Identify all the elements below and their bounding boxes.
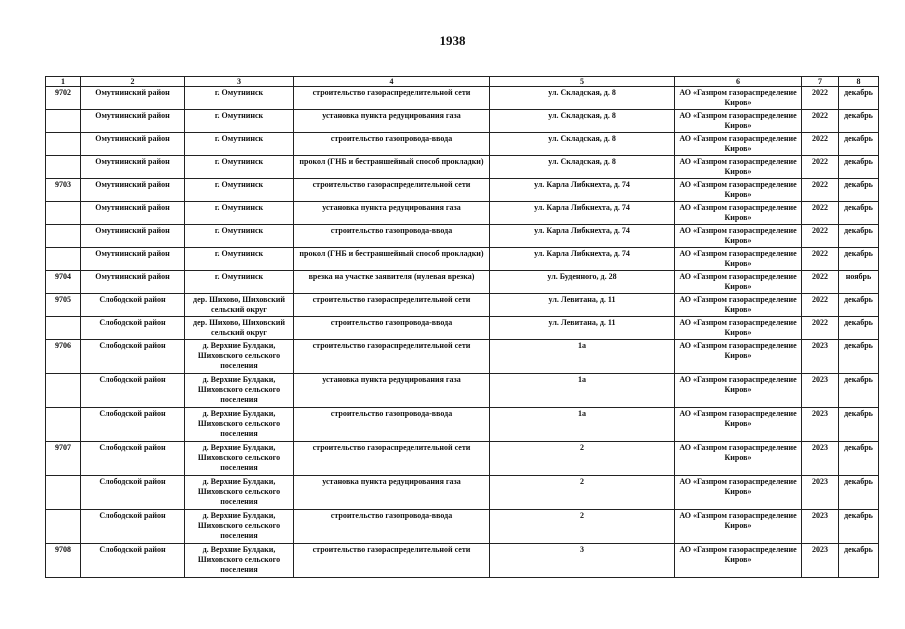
settlement-cell: дер. Шихово, Шиховский сельский округ: [185, 294, 294, 317]
row-number: 9707: [46, 442, 81, 476]
organization-cell: АО «Газпром газораспределение Киров»: [675, 179, 802, 202]
table-row: [46, 248, 879, 271]
district-cell: Омутнинский район: [81, 133, 185, 156]
month-cell: декабрь: [839, 408, 879, 442]
year-cell: 2022: [802, 225, 839, 248]
district-cell: Слободской район: [81, 408, 185, 442]
organization-cell: АО «Газпром газораспределение Киров»: [675, 156, 802, 179]
month-cell: декабрь: [839, 225, 879, 248]
month-cell: декабрь: [839, 510, 879, 544]
column-header: 3: [185, 77, 294, 87]
year-cell: 2022: [802, 294, 839, 317]
work-type-cell: строительство газораспределительной сети: [294, 340, 490, 374]
row-number: [46, 225, 81, 248]
year-cell: 2022: [802, 179, 839, 202]
district-cell: Омутнинский район: [81, 110, 185, 133]
table-row: [46, 317, 879, 340]
table-row: [46, 202, 879, 225]
district-cell: Слободской район: [81, 510, 185, 544]
address-cell: ул. Левитана, д. 11: [490, 317, 675, 340]
settlement-cell: г. Омутнинск: [185, 179, 294, 202]
row-number: [46, 317, 81, 340]
row-number: [46, 248, 81, 271]
column-header: 5: [490, 77, 675, 87]
district-cell: Слободской район: [81, 476, 185, 510]
month-cell: декабрь: [839, 374, 879, 408]
work-type-cell: установка пункта редуцирования газа: [294, 374, 490, 408]
table-row: [46, 408, 879, 442]
table-row: [46, 294, 879, 317]
month-cell: декабрь: [839, 156, 879, 179]
address-cell: 2: [490, 510, 675, 544]
row-number: [46, 374, 81, 408]
row-number: 9704: [46, 271, 81, 294]
organization-cell: АО «Газпром газораспределение Киров»: [675, 133, 802, 156]
column-header: 2: [81, 77, 185, 87]
work-type-cell: строительство газопровода-ввода: [294, 225, 490, 248]
year-cell: 2022: [802, 202, 839, 225]
district-cell: Омутнинский район: [81, 87, 185, 110]
row-number: [46, 476, 81, 510]
row-number: 9708: [46, 544, 81, 578]
month-cell: декабрь: [839, 340, 879, 374]
district-cell: Слободской район: [81, 544, 185, 578]
organization-cell: АО «Газпром газораспределение Киров»: [675, 374, 802, 408]
organization-cell: АО «Газпром газораспределение Киров»: [675, 317, 802, 340]
year-cell: 2023: [802, 510, 839, 544]
month-cell: декабрь: [839, 317, 879, 340]
settlement-cell: д. Верхние Булдаки, Шиховского сельского поселения: [185, 510, 294, 544]
settlement-cell: г. Омутнинск: [185, 133, 294, 156]
organization-cell: АО «Газпром газораспределение Киров»: [675, 248, 802, 271]
address-cell: 3: [490, 544, 675, 578]
address-cell: 1а: [490, 340, 675, 374]
district-cell: Омутнинский район: [81, 156, 185, 179]
district-cell: Омутнинский район: [81, 248, 185, 271]
year-cell: 2023: [802, 408, 839, 442]
work-type-cell: установка пункта редуцирования газа: [294, 202, 490, 225]
table-row: [46, 544, 879, 578]
address-cell: ул. Складская, д. 8: [490, 87, 675, 110]
organization-cell: АО «Газпром газораспределение Киров»: [675, 294, 802, 317]
district-cell: Слободской район: [81, 374, 185, 408]
settlement-cell: г. Омутнинск: [185, 87, 294, 110]
district-cell: Слободской район: [81, 340, 185, 374]
organization-cell: АО «Газпром газораспределение Киров»: [675, 510, 802, 544]
work-type-cell: строительство газораспределительной сети: [294, 294, 490, 317]
year-cell: 2022: [802, 271, 839, 294]
year-cell: 2022: [802, 110, 839, 133]
page-number: 1938: [439, 33, 466, 48]
row-number: [46, 408, 81, 442]
year-cell: 2023: [802, 374, 839, 408]
month-cell: декабрь: [839, 133, 879, 156]
table-row: [46, 179, 879, 202]
work-type-cell: прокол (ГНБ и бестраншейный способ прокладки): [294, 248, 490, 271]
settlement-cell: дер. Шихово, Шиховский сельский округ: [185, 317, 294, 340]
month-cell: декабрь: [839, 248, 879, 271]
district-cell: Омутнинский район: [81, 179, 185, 202]
column-header: 6: [675, 77, 802, 87]
year-cell: 2023: [802, 544, 839, 578]
year-cell: 2022: [802, 87, 839, 110]
address-cell: ул. Складская, д. 8: [490, 156, 675, 179]
row-number: [46, 202, 81, 225]
month-cell: декабрь: [839, 294, 879, 317]
district-cell: Слободской район: [81, 294, 185, 317]
district-cell: Слободской район: [81, 442, 185, 476]
settlement-cell: г. Омутнинск: [185, 225, 294, 248]
settlement-cell: г. Омутнинск: [185, 156, 294, 179]
work-type-cell: строительство газораспределительной сети: [294, 544, 490, 578]
organization-cell: АО «Газпром газораспределение Киров»: [675, 110, 802, 133]
year-cell: 2022: [802, 156, 839, 179]
work-type-cell: строительство газопровода-ввода: [294, 408, 490, 442]
address-cell: ул. Карла Либкнехта, д. 74: [490, 202, 675, 225]
address-cell: 1а: [490, 408, 675, 442]
address-cell: 2: [490, 442, 675, 476]
address-cell: 2: [490, 476, 675, 510]
year-cell: 2022: [802, 317, 839, 340]
organization-cell: АО «Газпром газораспределение Киров»: [675, 271, 802, 294]
address-cell: ул. Карла Либкнехта, д. 74: [490, 225, 675, 248]
table-row: [46, 156, 879, 179]
organization-cell: АО «Газпром газораспределение Киров»: [675, 544, 802, 578]
address-cell: ул. Карла Либкнехта, д. 74: [490, 179, 675, 202]
column-header: 4: [294, 77, 490, 87]
district-cell: Омутнинский район: [81, 271, 185, 294]
organization-cell: АО «Газпром газораспределение Киров»: [675, 225, 802, 248]
settlement-cell: д. Верхние Булдаки, Шиховского сельского поселения: [185, 476, 294, 510]
table-row: [46, 510, 879, 544]
organization-cell: АО «Газпром газораспределение Киров»: [675, 87, 802, 110]
work-type-cell: врезка на участке заявителя (нулевая врезка): [294, 271, 490, 294]
row-number: 9706: [46, 340, 81, 374]
settlement-cell: г. Омутнинск: [185, 110, 294, 133]
address-cell: 1а: [490, 374, 675, 408]
address-cell: ул. Буденного, д. 28: [490, 271, 675, 294]
settlement-cell: д. Верхние Булдаки, Шиховского сельского поселения: [185, 442, 294, 476]
settlement-cell: д. Верхние Булдаки, Шиховского сельского поселения: [185, 340, 294, 374]
row-number: 9702: [46, 87, 81, 110]
settlement-cell: д. Верхние Булдаки, Шиховского сельского поселения: [185, 544, 294, 578]
settlement-cell: д. Верхние Булдаки, Шиховского сельского поселения: [185, 374, 294, 408]
organization-cell: АО «Газпром газораспределение Киров»: [675, 202, 802, 225]
table-row: [46, 110, 879, 133]
row-number: [46, 510, 81, 544]
district-cell: Омутнинский район: [81, 202, 185, 225]
organization-cell: АО «Газпром газораспределение Киров»: [675, 476, 802, 510]
address-cell: ул. Карла Либкнехта, д. 74: [490, 248, 675, 271]
table-row: [46, 133, 879, 156]
gasification-schedule-table: [45, 76, 879, 578]
column-header: 1: [46, 77, 81, 87]
month-cell: декабрь: [839, 87, 879, 110]
address-cell: ул. Складская, д. 8: [490, 110, 675, 133]
district-cell: Слободской район: [81, 317, 185, 340]
month-cell: декабрь: [839, 110, 879, 133]
organization-cell: АО «Газпром газораспределение Киров»: [675, 340, 802, 374]
year-cell: 2022: [802, 133, 839, 156]
table-row: [46, 271, 879, 294]
year-cell: 2023: [802, 442, 839, 476]
year-cell: 2023: [802, 340, 839, 374]
year-cell: 2023: [802, 476, 839, 510]
row-number: [46, 133, 81, 156]
work-type-cell: строительство газопровода-ввода: [294, 317, 490, 340]
month-cell: декабрь: [839, 202, 879, 225]
year-cell: 2022: [802, 248, 839, 271]
month-cell: декабрь: [839, 476, 879, 510]
address-cell: ул. Левитана, д. 11: [490, 294, 675, 317]
settlement-cell: г. Омутнинск: [185, 202, 294, 225]
settlement-cell: г. Омутнинск: [185, 271, 294, 294]
work-type-cell: строительство газораспределительной сети: [294, 179, 490, 202]
column-header: 7: [802, 77, 839, 87]
month-cell: декабрь: [839, 544, 879, 578]
month-cell: декабрь: [839, 179, 879, 202]
work-type-cell: строительство газораспределительной сети: [294, 87, 490, 110]
column-header: 8: [839, 77, 879, 87]
row-number: 9705: [46, 294, 81, 317]
table-row: [46, 476, 879, 510]
address-cell: ул. Складская, д. 8: [490, 133, 675, 156]
table-row: [46, 225, 879, 248]
row-number: [46, 156, 81, 179]
month-cell: ноябрь: [839, 271, 879, 294]
district-cell: Омутнинский район: [81, 225, 185, 248]
month-cell: декабрь: [839, 442, 879, 476]
work-type-cell: строительство газопровода-ввода: [294, 133, 490, 156]
row-number: 9703: [46, 179, 81, 202]
organization-cell: АО «Газпром газораспределение Киров»: [675, 408, 802, 442]
table-row: [46, 374, 879, 408]
row-number: [46, 110, 81, 133]
settlement-cell: г. Омутнинск: [185, 248, 294, 271]
work-type-cell: установка пункта редуцирования газа: [294, 110, 490, 133]
table-row: [46, 340, 879, 374]
work-type-cell: строительство газопровода-ввода: [294, 510, 490, 544]
table-row: [46, 442, 879, 476]
column-number-row: [46, 77, 879, 87]
work-type-cell: строительство газораспределительной сети: [294, 442, 490, 476]
work-type-cell: прокол (ГНБ и бестраншейный способ прокладки): [294, 156, 490, 179]
table-row: [46, 87, 879, 110]
settlement-cell: д. Верхние Булдаки, Шиховского сельского поселения: [185, 408, 294, 442]
table-body: [46, 87, 879, 578]
work-type-cell: установка пункта редуцирования газа: [294, 476, 490, 510]
organization-cell: АО «Газпром газораспределение Киров»: [675, 442, 802, 476]
